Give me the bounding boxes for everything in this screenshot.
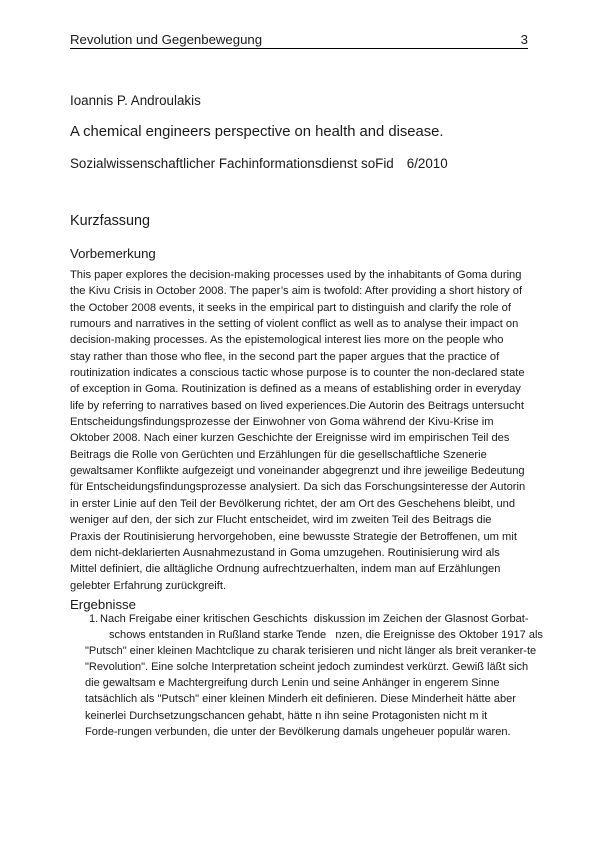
heading-kurzfassung: Kurzfassung <box>70 213 150 229</box>
abstract-line: of exception in Goma. Routinization is defined as a means of establishing order in everyday <box>70 383 521 396</box>
result-line: tatsächlich als "Putsch" einer kleinen Minderh eit definieren. Diese Minderheit hätte aber <box>85 693 516 706</box>
source-line <box>70 156 448 171</box>
abstract-line: the October 2008 events, it seeks in the empirical part to distinguish and clarify the role of <box>70 301 511 314</box>
abstract-line: in erster Linie auf den Teil der Bevölkerung richtet, der am Ort des Geschehens bleibt, und <box>70 497 516 510</box>
abstract-line: routinization indicates a conscious tactic whose purpose is to counter the non-declared state <box>70 367 525 380</box>
abstract-line: Oktober 2008. Nach einer kurzen Geschichte der Ereignisse wird im empirischen Teil des <box>70 432 510 445</box>
abstract-line: decision-making processes. As the epistemological interest lies more on the people who <box>70 334 504 347</box>
result-line: "Putsch" einer kleinen Machtclique zu charak terisieren und nicht länger als breit veranker-te <box>85 645 537 658</box>
list-number: 1. <box>89 613 99 625</box>
abstract-line: Mittel definiert, die alltägliche Ordnung aufrechtzuerhalten, indem man auf Erzählungen <box>70 563 501 576</box>
author-name: Ioannis P. Androulakis <box>70 93 201 108</box>
page-number: 3 <box>520 32 528 47</box>
result-line: die gewaltsam e Machtergreifung durch Lenin und seine Anhänger in engerem Sinne <box>85 677 500 690</box>
abstract-line: Entscheidungsfindungsprozesse der Einwohner von Goma während der Kivu-Krise im <box>70 416 494 429</box>
abstract-line: gewaltsamer Konflikte aufgezeigt und voneinander abgegrenzt und ihre jeweilige Bedeutung <box>70 465 525 478</box>
abstract-line: für Entscheidungsfindungsprozesse analysiert. Da sich das Forschungsinteresse der Autorin <box>70 481 526 494</box>
paper-title: A chemical engineers perspective on health and disease. <box>70 124 444 140</box>
abstract-line: life by referring to narratives based on lived experiences.Die Autorin des Beitrags untersucht <box>70 399 524 412</box>
running-header <box>70 31 528 49</box>
abstract-line: weniger auf den, der sich zur Flucht entscheidet, wird im zweiten Teil des Beitrags die <box>70 514 492 527</box>
abstract-line: Beitrags die Rolle von Gerüchten und Erzählungen für die gesellschaftliche Szenerie <box>70 448 487 461</box>
abstract-paragraph <box>70 267 532 594</box>
abstract-line: This paper explores the decision-making processes used by the inhabitants of Goma during <box>70 269 522 281</box>
abstract-line: rumours and narratives in the setting of violent conflict as well as to analyse their impact on <box>70 318 519 331</box>
abstract-line: stay rather than those who flee, in the second part the paper argues that the practice of <box>70 350 500 363</box>
header-title: Revolution und Gegenbewegung <box>70 32 263 47</box>
result-line: schows entstanden in Rußland starke Tende nzen, die Ereignisse des Oktober 1917 als <box>109 629 543 642</box>
result-line: Nach Freigabe einer kritischen Geschichts diskussion im Zeichen der Glasnost Gorbat- <box>100 613 529 625</box>
source-issue: 6/2010 <box>406 156 448 171</box>
result-line: Forde-rungen verbunden, die unter der Bevölkerung damals ungeheuer populär waren. <box>85 725 511 738</box>
abstract-line: dem nicht-deklarierten Ausnahmezustand in Goma umzugehen. Routinisierung wird als <box>70 546 500 559</box>
abstract-line: gelebter Erfahrung zurückgreift. <box>70 579 227 592</box>
abstract-line: Praxis der Routinisierung hervorgehoben, eine bewusste Strategie der Betroffenen, um mit <box>70 530 517 543</box>
result-line: keinerlei Durchsetzungschancen gehabt, hätte n ihn seine Protagonisten nicht m it <box>85 709 488 722</box>
source-name: Sozialwissenschaftlicher Fachinformationsdienst soFid <box>70 156 394 171</box>
result-line: "Revolution". Eine solche Interpretation scheint jedoch zumindest verkürzt. Gewiß läßt sich <box>85 661 529 674</box>
abstract-line: the Kivu Crisis in October 2008. The paper’s aim is twofold: After providing a short history of <box>70 285 523 298</box>
heading-ergebnisse: Ergebnisse <box>70 597 136 612</box>
heading-vorbemerkung: Vorbemerkung <box>70 246 156 261</box>
